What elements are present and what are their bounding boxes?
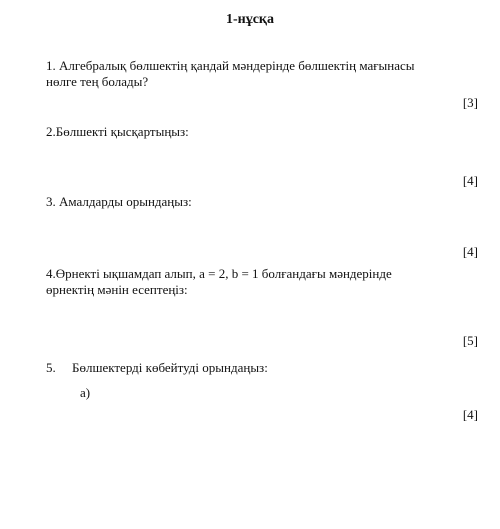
question-5-text: Бөлшектерді көбейтуді орындаңыз: xyxy=(72,360,268,375)
question-1 xyxy=(46,58,466,90)
question-5-score: [4] xyxy=(462,407,478,422)
question-2-score: [4] xyxy=(462,173,478,188)
question-4-line-2: өрнектің мәнін есептеңіз: xyxy=(46,282,188,297)
question-4 xyxy=(46,266,466,298)
question-5 xyxy=(46,360,268,376)
question-4-score: [5] xyxy=(462,333,478,348)
question-2: 2.Бөлшекті қысқартыңыз: xyxy=(46,124,189,139)
question-5-number: 5. xyxy=(46,360,56,375)
question-4-line-1: 4.Өрнекті ықшамдап алып, a = 2, b = 1 болғандағы мәндерінде xyxy=(46,266,392,281)
question-1-score: [3] xyxy=(462,95,478,110)
question-1-line-2: нөлге тең болады? xyxy=(46,74,149,89)
question-3: 3. Амалдарды орындаңыз: xyxy=(46,194,192,209)
question-1-line-1: 1. Алгебралық бөлшектің қандай мәндерінде бөлшектің мағынасы xyxy=(46,58,415,73)
page-title: 1-нұсқа xyxy=(225,12,274,27)
question-5-sub-a: a) xyxy=(80,385,91,400)
question-3-score: [4] xyxy=(462,244,478,259)
